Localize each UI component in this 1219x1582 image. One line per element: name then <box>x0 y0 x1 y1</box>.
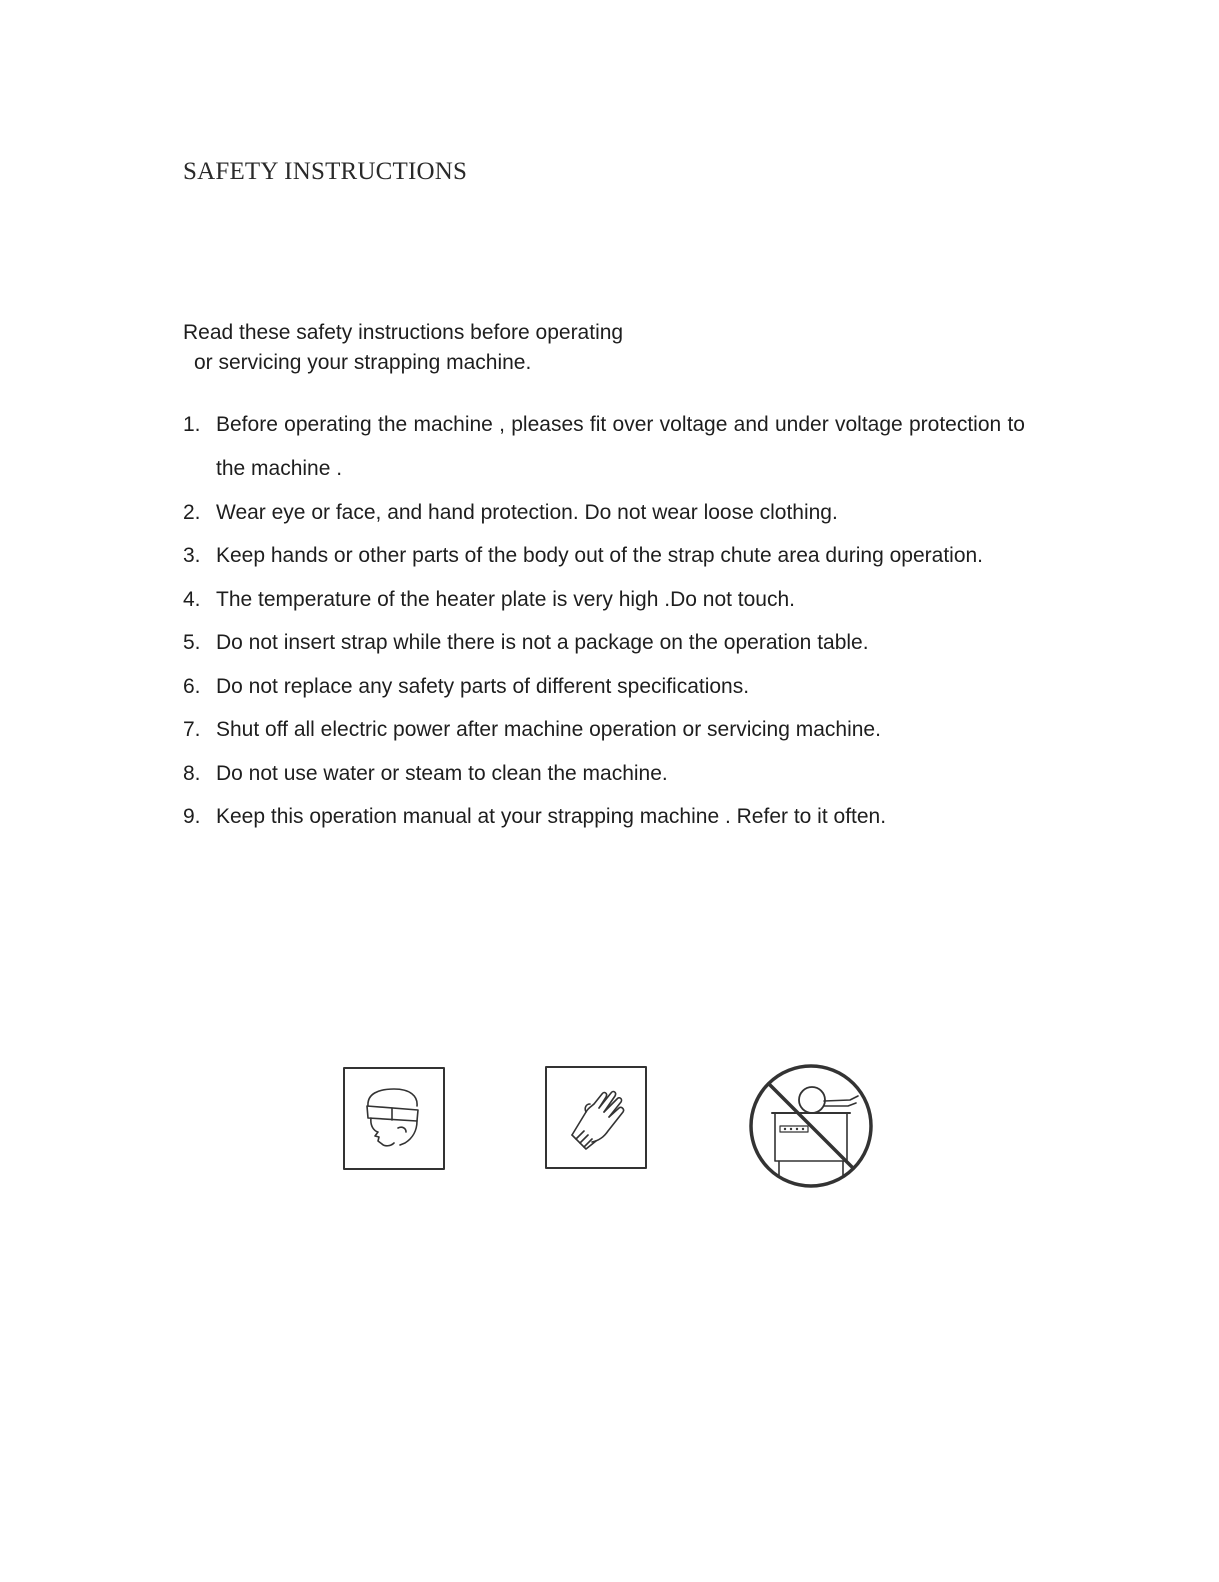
instruction-number: 6. <box>183 674 201 698</box>
instruction-item-7 <box>183 715 1025 745</box>
no-hands-in-machine-icon <box>751 1066 871 1186</box>
eye-face-protection-icon <box>344 1068 444 1169</box>
instruction-text: Wear eye or face, and hand protection. Do not wear loose clothing. <box>216 500 838 524</box>
hand-protection-icon <box>546 1067 646 1168</box>
instruction-text: Keep hands or other parts of the body out of the strap chute area during operation. <box>216 544 984 567</box>
instruction-number: 7. <box>183 718 201 741</box>
instruction-number: 2. <box>183 500 201 524</box>
instruction-number: 1. <box>183 413 201 436</box>
instruction-item-2 <box>183 498 1025 528</box>
instruction-text: Do not insert strap while there is not a package on the operation table. <box>216 631 869 654</box>
instruction-list <box>183 410 1025 846</box>
instruction-number: 5. <box>183 631 201 654</box>
page-title: SAFETY INSTRUCTIONS <box>183 158 468 185</box>
instruction-text: The temperature of the heater plate is very high .Do not touch. <box>216 587 795 611</box>
intro-line-1: Read these safety instructions before operating <box>183 321 624 344</box>
instruction-text: Before operating the machine , pleases fit over voltage and under voltage protection to the machine . <box>216 413 1025 480</box>
instruction-number: 9. <box>183 805 201 828</box>
instruction-item-4 <box>183 585 1025 615</box>
instruction-number: 3. <box>183 544 201 567</box>
instruction-item-5 <box>183 628 1025 658</box>
instruction-text: Do not replace any safety parts of different specifications. <box>216 674 750 698</box>
instruction-item-3 <box>183 541 1025 571</box>
instruction-text: Shut off all electric power after machine operation or servicing machine. <box>216 718 881 741</box>
intro-text <box>183 318 623 378</box>
instruction-text: Keep this operation manual at your strapping machine . Refer to it often. <box>216 805 887 828</box>
intro-line-2: or servicing your strapping machine. <box>194 351 532 374</box>
instruction-number: 4. <box>183 587 201 611</box>
instruction-item-8 <box>183 759 1025 789</box>
instruction-item-1 <box>183 403 1025 491</box>
instruction-item-9 <box>183 802 1025 832</box>
instruction-number: 8. <box>183 761 201 785</box>
instruction-item-6 <box>183 672 1025 702</box>
instruction-text: Do not use water or steam to clean the machine. <box>216 761 668 785</box>
